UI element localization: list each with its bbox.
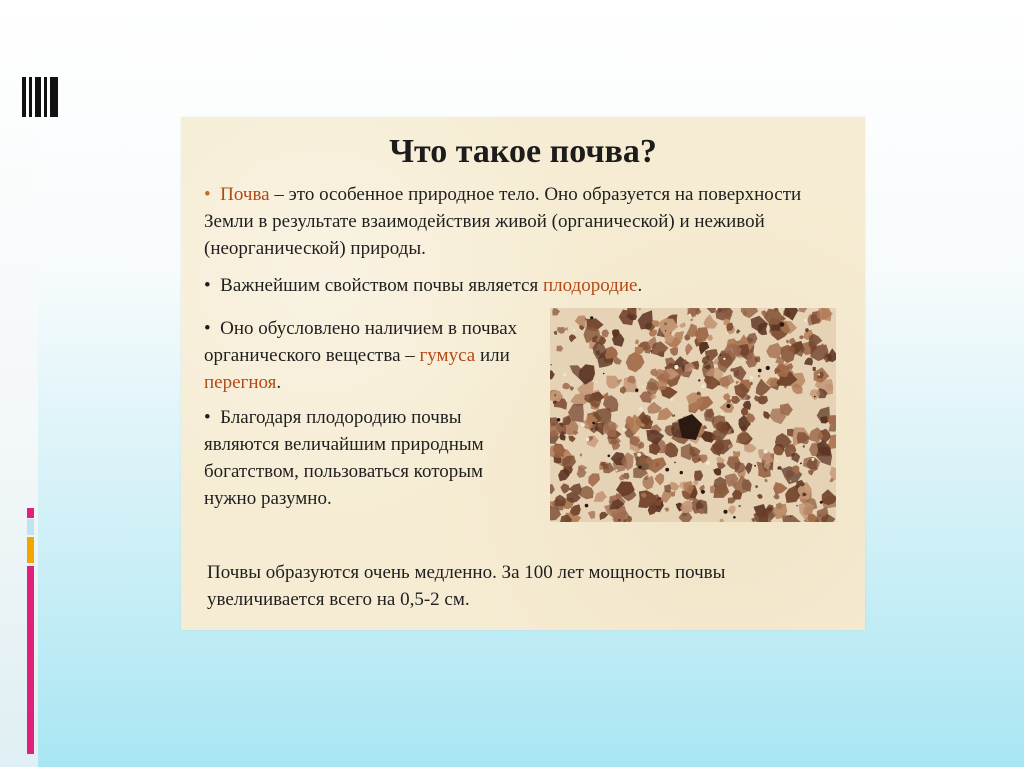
color-strip-lightblue (27, 519, 34, 535)
bullet-marker: • (204, 407, 211, 428)
bullet-mid: или (475, 345, 510, 366)
color-strip-orange (27, 537, 34, 563)
bullet-fertility (204, 272, 844, 299)
term-plodorodie: плодородие (542, 275, 638, 296)
bullet-marker: • (204, 275, 211, 296)
bullet-text: Важнейшим свойством почвы является (220, 275, 543, 296)
slide-title: Что такое почва? (389, 133, 657, 170)
color-strip-magenta-top (27, 508, 34, 518)
bullet-text: Оно обусловлено наличием в почвах органического вещества – (204, 318, 518, 366)
bullet-marker: • (204, 184, 211, 205)
soil-texture-image (550, 308, 836, 522)
bullet-humus (204, 315, 539, 396)
term-peregnoi: перегноя (204, 372, 277, 393)
bullet-end: . (637, 275, 643, 296)
color-strip-magenta (27, 566, 34, 754)
bullet-text: – это особенное природное тело. Оно образуется на поверхности Земли в результате взаимодействия живой (органической) и неживой (неорганической) природы. (204, 184, 802, 259)
bullet-marker: • (204, 318, 211, 339)
term-pochva: Почва (220, 184, 270, 205)
content-card (181, 117, 865, 630)
bullet-wealth (204, 404, 534, 512)
bullet-end: . (276, 372, 282, 393)
soil-photo (550, 308, 836, 522)
decorative-bars (22, 77, 58, 117)
bullet-soil-definition (204, 181, 824, 262)
bullet-text: Благодаря плодородию почвы являются величайшим природным богатством, пользоваться которым нужно разумно. (204, 407, 484, 509)
footer-note: Почвы образуются очень медленно. За 100 лет мощность почвы увеличивается всего на 0,5-2 см. (207, 562, 726, 610)
term-gumus: гумуса (419, 345, 476, 366)
